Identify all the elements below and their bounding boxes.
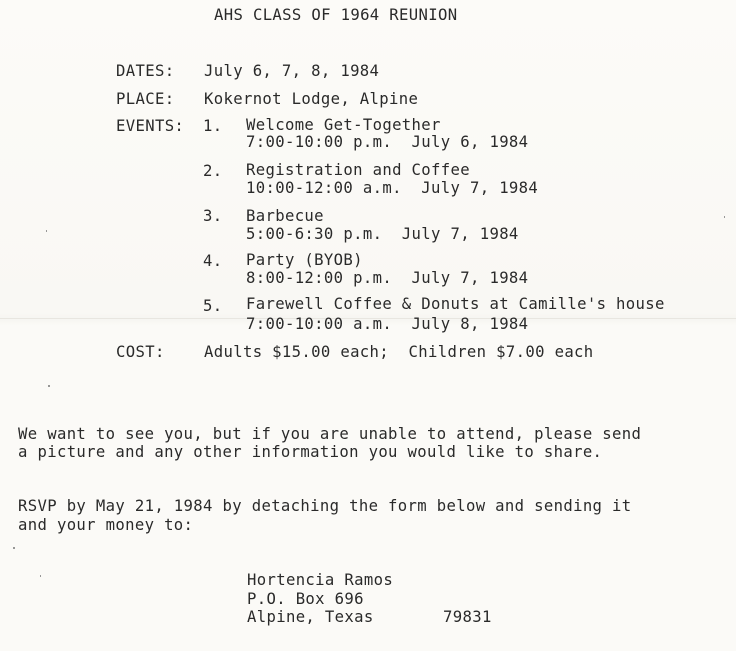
event-number: 3.	[203, 207, 223, 225]
event-name: Registration and Coffee	[246, 161, 470, 179]
event-time: 5:00-6:30 p.m. July 7, 1984	[246, 225, 519, 243]
paper-speck	[46, 230, 47, 232]
event-number: 4.	[203, 252, 223, 270]
address-city: Alpine, Texas	[247, 608, 374, 626]
letter-title: AHS CLASS OF 1964 REUNION	[214, 6, 458, 24]
event-name: Party (BYOB)	[246, 251, 363, 269]
event-time: 7:00-10:00 a.m. July 8, 1984	[246, 315, 529, 333]
place-label: PLACE:	[116, 90, 175, 108]
event-number: 2.	[203, 162, 223, 180]
cost-value: Adults $15.00 each; Children $7.00 each	[204, 343, 594, 361]
cost-label: COST:	[116, 343, 165, 361]
event-name: Welcome Get-Together	[246, 116, 441, 134]
dates-value: July 6, 7, 8, 1984	[204, 62, 380, 80]
events-label: EVENTS:	[116, 117, 185, 135]
rsvp-line-1: RSVP by May 21, 1984 by detaching the form below and sending it	[18, 497, 632, 515]
event-number: 5.	[203, 297, 223, 315]
event-time: 7:00-10:00 p.m. July 6, 1984	[246, 133, 529, 151]
address-box: P.O. Box 696	[247, 590, 364, 608]
message-line-2: a picture and any other information you would like to share.	[18, 443, 603, 461]
dates-label: DATES:	[116, 62, 175, 80]
paper-speck	[48, 385, 50, 387]
message-line-1: We want to see you, but if you are unable to attend, please send	[18, 425, 642, 443]
address-name: Hortencia Ramos	[247, 571, 394, 589]
event-time: 10:00-12:00 a.m. July 7, 1984	[246, 179, 539, 197]
paper-speck	[40, 575, 41, 577]
event-name: Barbecue	[246, 207, 324, 225]
rsvp-line-2: and your money to:	[18, 516, 194, 534]
paper-speck	[724, 216, 725, 218]
address-zip: 79831	[443, 608, 492, 626]
paper-speck	[13, 547, 15, 549]
place-value: Kokernot Lodge, Alpine	[204, 90, 419, 108]
event-name: Farewell Coffee & Donuts at Camille's house	[246, 295, 665, 313]
event-number: 1.	[203, 117, 223, 135]
event-time: 8:00-12:00 p.m. July 7, 1984	[246, 269, 529, 287]
